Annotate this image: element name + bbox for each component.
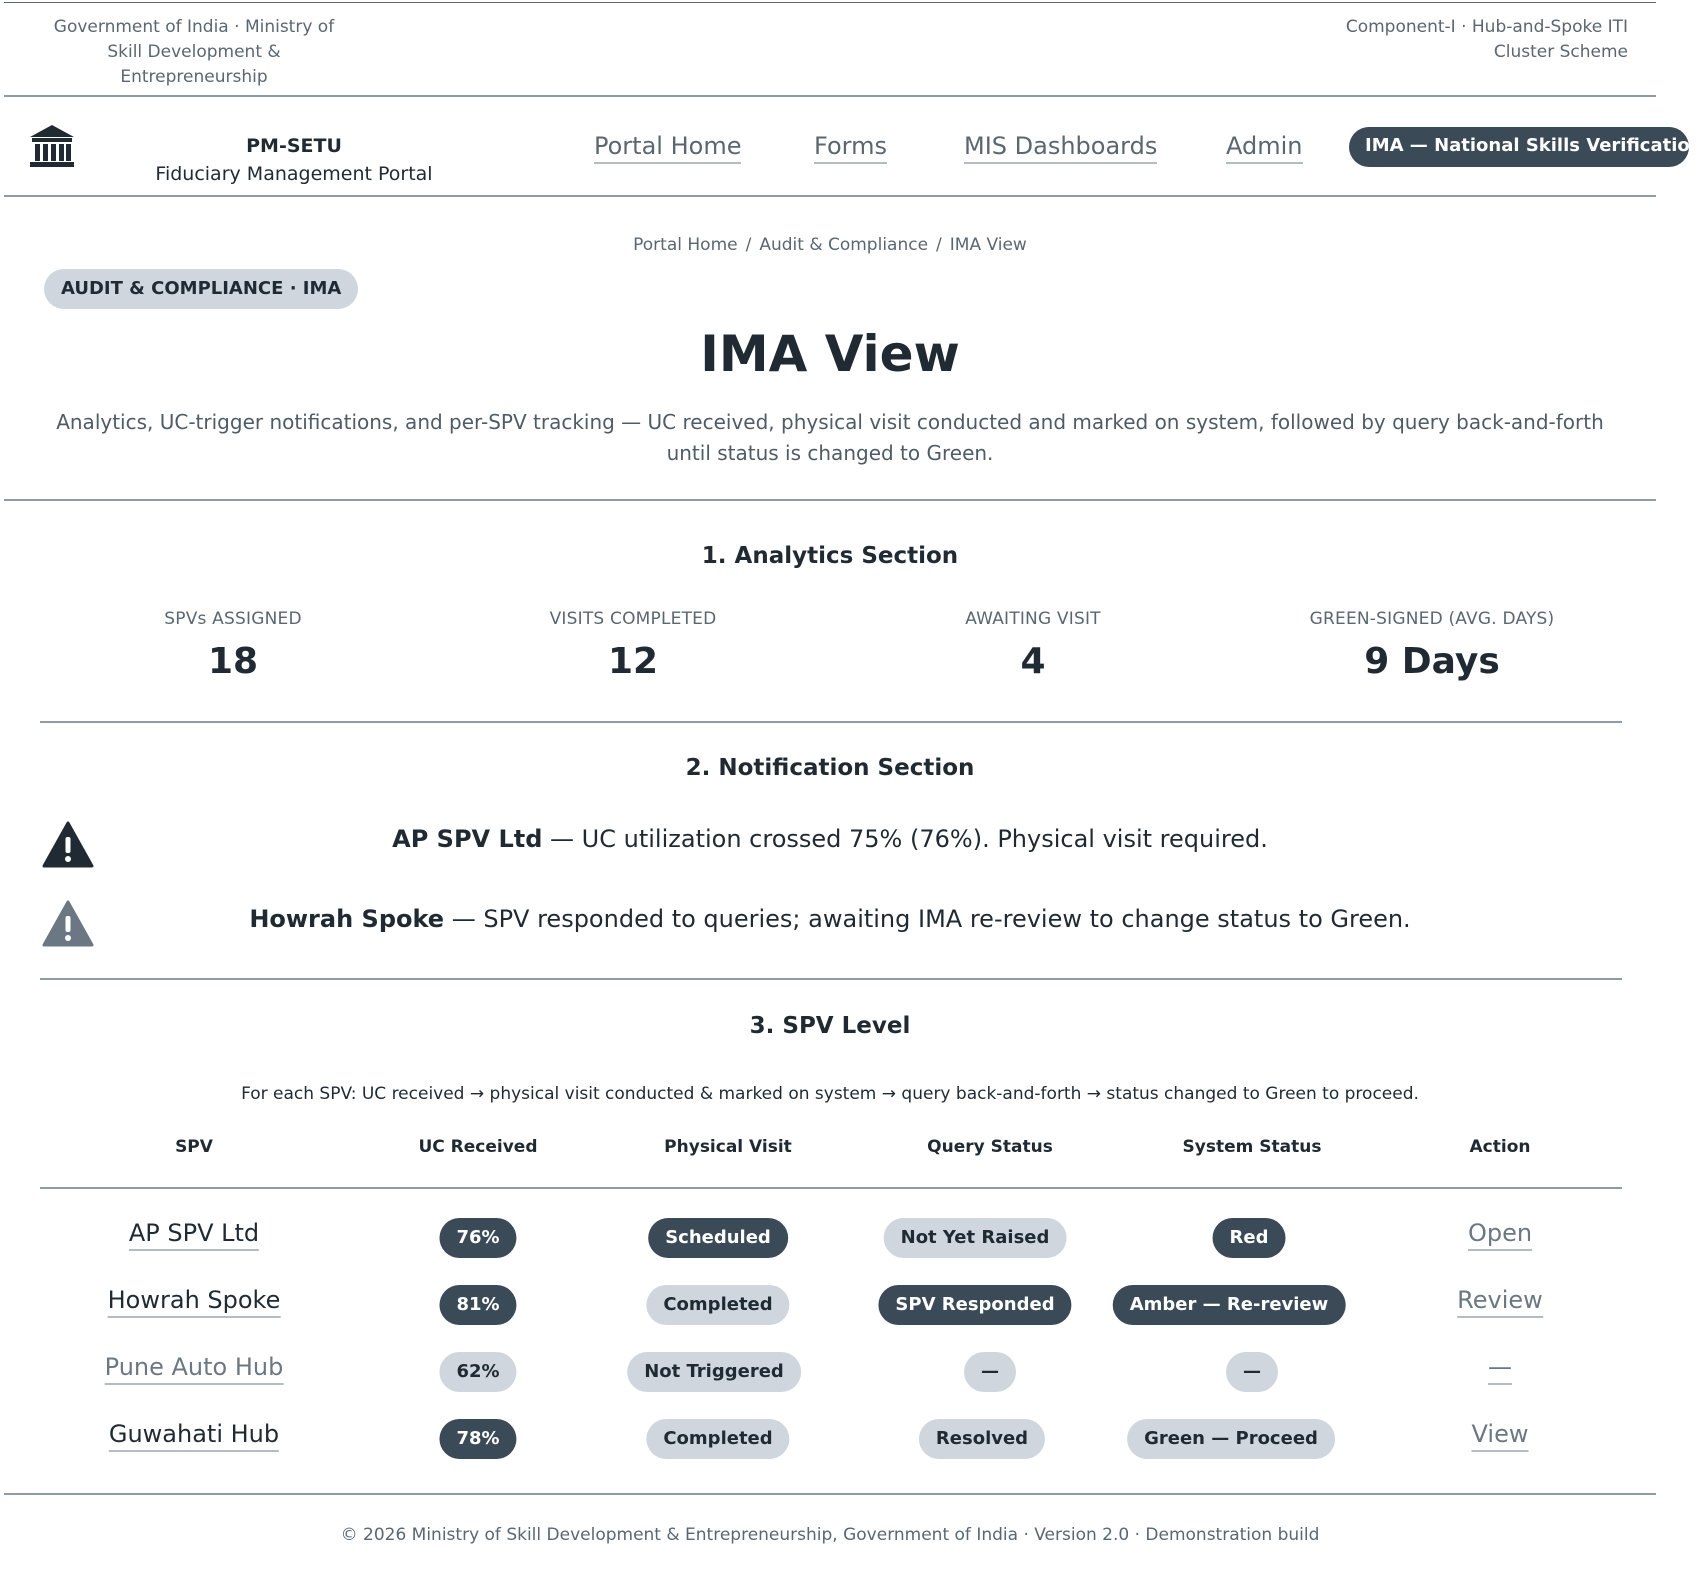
- notification-message: — UC utilization crossed 75% (76%). Physical visit required.: [542, 825, 1268, 853]
- divider: [40, 978, 1622, 980]
- section-tag: AUDIT & COMPLIANCE · IMA: [44, 269, 358, 309]
- query-status-badge: —: [964, 1352, 1016, 1392]
- physical-visit-badge: Scheduled: [648, 1218, 788, 1258]
- table-row: [4, 1285, 1656, 1345]
- nav-admin[interactable]: Admin: [1226, 131, 1303, 164]
- action-none: —: [1488, 1352, 1512, 1385]
- stat-label: SPVs ASSIGNED: [164, 609, 302, 629]
- bank-building-icon: [28, 123, 76, 169]
- physical-visit-badge: Completed: [646, 1419, 789, 1459]
- brand-block: [144, 133, 444, 189]
- government-label: [44, 15, 344, 90]
- spv-name-link[interactable]: Pune Auto Hub: [105, 1352, 284, 1385]
- system-status-badge: Amber — Re-review: [1113, 1285, 1346, 1325]
- spv-name-link[interactable]: Howrah Spoke: [108, 1285, 281, 1318]
- footer-text: © 2026 Ministry of Skill Development & Entrepreneurship, Government of India · Version 2.0 · Demonstration build: [340, 1525, 1320, 1545]
- stat-label: AWAITING VISIT: [965, 609, 1101, 629]
- divider: [40, 721, 1622, 723]
- notification-subject: AP SPV Ltd: [392, 825, 543, 853]
- breadcrumb-audit-compliance[interactable]: Audit & Compliance: [759, 235, 929, 255]
- physical-visit-badge: Not Triggered: [627, 1352, 801, 1392]
- analytics-section-title: 1. Analytics Section: [701, 543, 959, 569]
- nav-forms[interactable]: Forms: [814, 131, 887, 164]
- spv-name-link[interactable]: Guwahati Hub: [109, 1419, 279, 1452]
- stat-spvs-assigned: [53, 609, 413, 682]
- column-header-spv: SPV: [175, 1137, 213, 1157]
- spv-name-link[interactable]: AP SPV Ltd: [129, 1218, 259, 1251]
- uc-received-badge: 76%: [439, 1218, 516, 1258]
- brand-name: PM-SETU: [246, 135, 342, 157]
- stat-value: 18: [207, 641, 259, 682]
- warning-triangle-icon: [42, 900, 94, 948]
- brand-subtitle: Fiduciary Management Portal: [155, 163, 433, 185]
- spv-section-title: 3. SPV Level: [749, 1013, 911, 1039]
- page-description: Analytics, UC-trigger notifications, and per-SPV tracking — UC received, physical visit conducted and marked on system, followed by query back-and-forth until status is changed to Green.: [56, 410, 1604, 465]
- nav-portal-home[interactable]: Portal Home: [594, 131, 741, 164]
- uc-received-badge: 62%: [439, 1352, 516, 1392]
- table-row: [4, 1352, 1656, 1412]
- stat-value: 9 Days: [1364, 641, 1500, 682]
- divider: [4, 499, 1656, 501]
- gov-line-3: Entrepreneurship: [120, 67, 268, 87]
- breadcrumb: Portal Home / Audit & Compliance / IMA View: [633, 235, 1027, 255]
- main-navbar: [4, 97, 1703, 197]
- gov-line-1: Government of India · Ministry of: [53, 17, 335, 37]
- stat-visits-completed: [453, 609, 813, 682]
- system-status-badge: Red: [1213, 1218, 1286, 1258]
- uc-received-badge: 81%: [439, 1285, 516, 1325]
- query-status-badge: SPV Responded: [878, 1285, 1071, 1325]
- warning-triangle-icon: [42, 821, 94, 869]
- action-view-link[interactable]: View: [1472, 1419, 1529, 1452]
- system-status-badge: —: [1226, 1352, 1278, 1392]
- column-header-system-status: System Status: [1182, 1137, 1322, 1157]
- column-header-physical-visit: Physical Visit: [664, 1137, 792, 1157]
- notification-item: [104, 825, 1556, 853]
- nav-active-role-pill[interactable]: IMA — National Skills Verification: [1349, 127, 1689, 167]
- component-label: [1346, 15, 1628, 65]
- stat-value: 12: [607, 641, 659, 682]
- uc-received-badge: 78%: [439, 1419, 516, 1459]
- action-open-link[interactable]: Open: [1468, 1218, 1532, 1251]
- component-line-2: Cluster Scheme: [1493, 42, 1628, 62]
- notification-subject: Howrah Spoke: [249, 905, 445, 933]
- page-frame: [4, 2, 1703, 1576]
- stat-green-signed: [1252, 609, 1612, 682]
- physical-visit-badge: Completed: [646, 1285, 789, 1325]
- column-header-action: Action: [1469, 1137, 1531, 1157]
- notification-section-title: 2. Notification Section: [685, 755, 975, 781]
- breadcrumb-current: IMA View: [949, 235, 1027, 255]
- notification-item: [104, 905, 1556, 933]
- stat-label: VISITS COMPLETED: [549, 609, 717, 629]
- notification-message: — SPV responded to queries; awaiting IMA re-review to change status to Green.: [444, 905, 1411, 933]
- spv-intro-text: For each SPV: UC received → physical visit conducted & marked on system → query back-and-forth → status changed to Green to proceed.: [241, 1084, 1419, 1104]
- table-header-divider: [40, 1187, 1622, 1189]
- gov-line-2: Skill Development &: [107, 42, 281, 62]
- stat-value: 4: [1020, 641, 1046, 682]
- column-header-query-status: Query Status: [927, 1137, 1053, 1157]
- breadcrumb-portal-home[interactable]: Portal Home: [633, 235, 738, 255]
- system-status-badge: Green — Proceed: [1127, 1419, 1335, 1459]
- table-row: [4, 1218, 1656, 1278]
- top-strip: [4, 3, 1656, 97]
- stat-label: GREEN-SIGNED (AVG. DAYS): [1309, 609, 1555, 629]
- query-status-badge: Resolved: [919, 1419, 1045, 1459]
- footer-divider: [4, 1493, 1656, 1495]
- action-review-link[interactable]: Review: [1457, 1285, 1543, 1318]
- stat-awaiting-visit: [853, 609, 1213, 682]
- page-title: IMA View: [700, 325, 960, 383]
- query-status-badge: Not Yet Raised: [884, 1218, 1067, 1258]
- nav-mis-dashboards[interactable]: MIS Dashboards: [964, 131, 1157, 164]
- table-row: [4, 1419, 1656, 1479]
- column-header-uc-received: UC Received: [418, 1137, 538, 1157]
- component-line-1: Component-I · Hub-and-Spoke ITI: [1345, 17, 1628, 37]
